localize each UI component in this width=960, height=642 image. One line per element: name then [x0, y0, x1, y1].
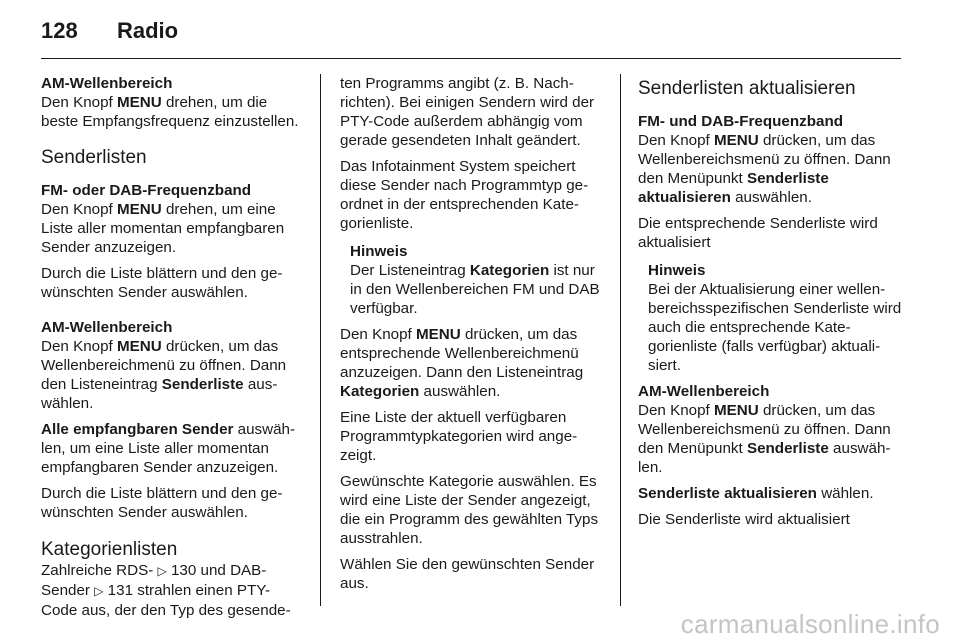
section-title-kategorienlisten: Kategorienlisten [41, 539, 178, 560]
kategorien-paragraph: Zahlreiche RDS- ▷ 130 und DAB-Sender ▷ 131 strahlen einen PTY-Code aus, der den Typ des gesende- [41, 562, 291, 619]
watermark: carmanualsonline.info [680, 609, 940, 639]
fm-dab-heading: FM- und DAB-Frequenzband [638, 113, 844, 130]
menu-knob-label: MENU [416, 326, 461, 343]
menu-knob-label: MENU [714, 132, 759, 149]
am-update-paragraph: Den Knopf MENU drücken, um das Wellenbereichsmenü zu öffnen. Dann den Menüpunkt Senderliste auswählen. [638, 402, 891, 476]
header-rule [41, 58, 901, 59]
column-divider-right [620, 74, 621, 606]
infotainment-paragraph: Das Infotainment System speichert diese Sender nach Programmtyp geordnet in der entsprechenden Kategorienliste. [340, 158, 589, 232]
am-paragraph: Den Knopf MENU drehen, um die beste Empfangsfrequenz einzustellen. [41, 94, 299, 130]
am2-scroll-paragraph: Durch die Liste blättern und den gewünschten Sender auswählen. [41, 485, 283, 521]
note-box [340, 242, 604, 318]
section-title-aktualisieren: Senderlisten aktualisieren [638, 78, 856, 99]
arrow-right-outline-icon: ▷ [94, 584, 104, 598]
am-heading: AM-Wellenbereich [41, 75, 173, 92]
fm-dab-heading: FM- oder DAB-Frequenzband [41, 182, 252, 199]
am2-heading: AM-Wellenbereich [41, 319, 173, 336]
menu-knob-label: MENU [714, 402, 759, 419]
menu-knob-label: MENU [117, 201, 162, 218]
menu-entry-label: Kategorien [469, 262, 550, 279]
menu-knob-label: MENU [117, 338, 162, 355]
menu-entry-label: Senderliste [161, 376, 244, 393]
fm-paragraph: Den Knopf MENU drehen, um eine Liste aller momentan empfangbaren Sender anzuzeigen. [41, 201, 285, 256]
menu-entry-label: Alle empfangbaren Sender [41, 421, 234, 438]
column-middle [340, 74, 604, 600]
column-left [41, 74, 303, 627]
chapter-title: Radio [117, 18, 179, 43]
section-title-senderlisten: Senderlisten [41, 147, 147, 168]
update-select-paragraph: Senderliste aktualisieren wählen. [638, 485, 874, 502]
continuation-paragraph: ten Programms angibt (z. B. Nachrichten). Bei einigen Sendern wird der PTY-Code außerdem abhängig vom gerade gesendeten Inhalt geändert. [340, 75, 595, 149]
note-title: Hinweis [648, 262, 706, 279]
menu-paragraph: Den Knopf MENU drücken, um das entsprechende Wellenbereichmenü anzuzeigen. Dann den Listeneintrag Kategorien auswählen. [340, 326, 584, 400]
column-right [638, 74, 902, 536]
page-reference-link[interactable]: 130 [170, 562, 197, 579]
note-title: Hinweis [350, 243, 408, 260]
page-reference-link[interactable]: 131 [107, 582, 134, 599]
choose-paragraph: Gewünschte Kategorie auswählen. Es wird eine Liste der Sender angezeigt, die ein Programm des gewählten Typs ausstrahlen. [340, 473, 599, 547]
page-number: 128 [41, 18, 78, 43]
fm-scroll-paragraph: Durch die Liste blättern und den gewünschten Sender auswählen. [41, 265, 283, 301]
menu-knob-label: MENU [117, 94, 162, 111]
select-paragraph: Wählen Sie den gewünschten Sender aus. [340, 556, 595, 592]
page-header [41, 18, 178, 48]
menu-entry-label: Senderliste [746, 440, 829, 457]
menu-entry-label: Kategorien [340, 383, 420, 400]
note-box [638, 261, 902, 375]
list-paragraph: Eine Liste der aktuell verfügbaren Programmtypkategorien wird angezeigt. [340, 409, 578, 464]
note-text: Bei der Aktualisierung einer wellenbereichsspezifischen Senderliste wird auch die entsprechende Kategorienliste (falls verfügbar) aktualisiert. [648, 281, 902, 374]
fm-result-paragraph: Die entsprechende Senderliste wird aktualisiert [638, 215, 878, 251]
arrow-right-outline-icon: ▷ [157, 564, 167, 578]
alle-sender-paragraph: Alle empfangbaren Sender auswählen, um eine Liste aller momentan empfangbaren Sender anzuzeigen. [41, 421, 296, 476]
am2-paragraph: Den Knopf MENU drücken, um das Wellenbereichmenü zu öffnen. Dann den Listeneintrag Senderliste auswählen. [41, 338, 287, 412]
am-heading: AM-Wellenbereich [638, 383, 770, 400]
fm-update-paragraph: Den Knopf MENU drücken, um das Wellenbereichsmenü zu öffnen. Dann den Menüpunkt Senderliste aktualisieren auswählen. [638, 132, 891, 206]
column-divider-left [320, 74, 321, 606]
note-text: Der Listeneintrag Kategorien ist nur in den Wellenbereichen FM und DAB verfügbar. [350, 262, 600, 317]
menu-entry-label: Senderliste aktualisieren [638, 170, 829, 206]
menu-entry-label: Senderliste aktualisieren [638, 485, 817, 502]
am-result-paragraph: Die Senderliste wird aktualisiert [638, 511, 850, 528]
